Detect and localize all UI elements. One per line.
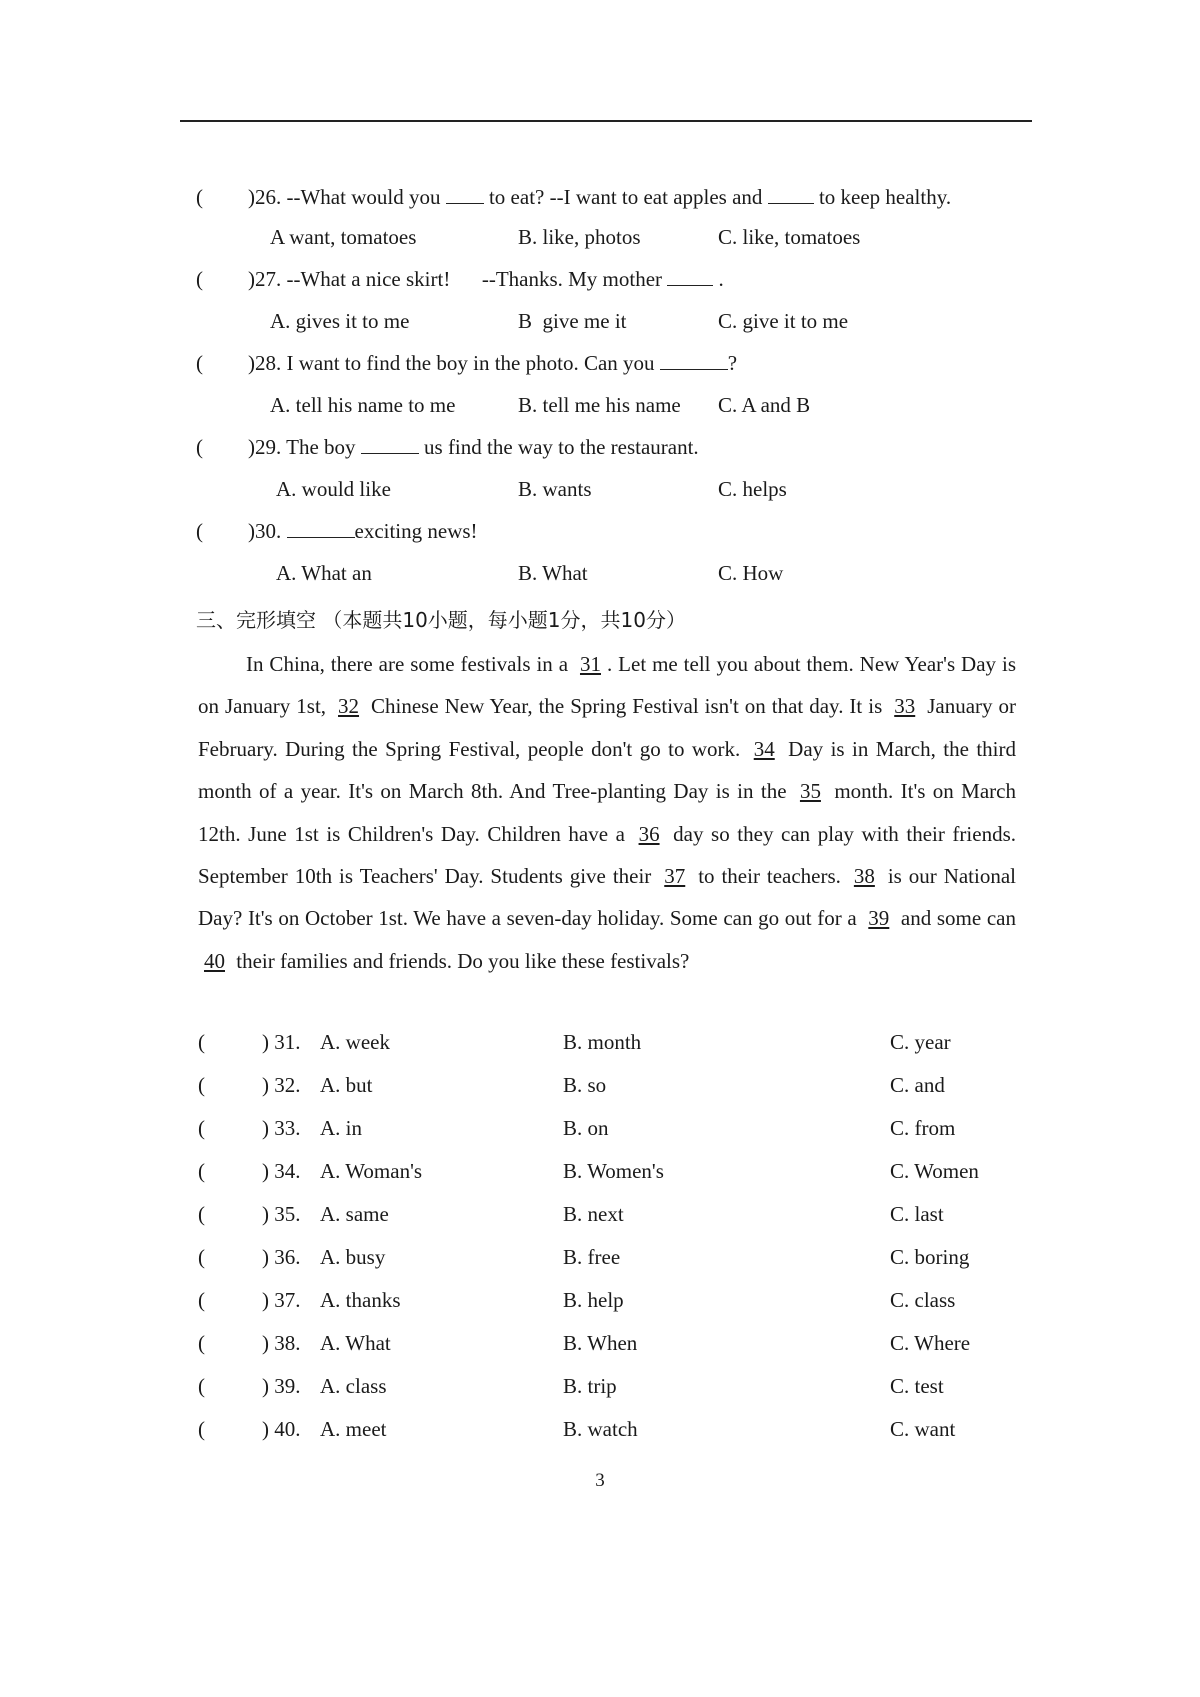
option-c: C. boring [890, 1245, 970, 1269]
option-b: B. month [563, 1030, 642, 1054]
question-text: )30. exciting news! [248, 519, 478, 543]
blank-38: 38 [853, 864, 875, 889]
question-number: ) 39. [262, 1374, 301, 1398]
blank-33: 33 [894, 694, 916, 719]
answer-paren: ( [196, 351, 203, 375]
question-27 [0, 267, 1200, 307]
option-c: C. like, tomatoes [718, 225, 861, 249]
option-a: A. in [320, 1116, 362, 1140]
answer-blank [660, 351, 728, 370]
answer-paren: ( [196, 435, 203, 459]
answer-blank [361, 435, 419, 454]
answer-paren: ( [198, 1417, 205, 1441]
option-c: C. Where [890, 1331, 971, 1355]
question-number: ) 38. [262, 1331, 301, 1355]
blank-39: 39 [868, 906, 890, 931]
option-b: B. like, photos [518, 225, 641, 249]
answer-blank [667, 267, 713, 286]
question-26 [0, 185, 1200, 225]
options-28 [0, 393, 1200, 433]
answer-paren: ( [198, 1202, 205, 1226]
blank-31: 31 [579, 652, 601, 676]
option-c: C. A and B [718, 393, 811, 417]
blank-35: 35 [799, 779, 821, 804]
option-a: A. week [320, 1030, 390, 1054]
header-rule [180, 120, 1032, 122]
cloze-row-33 [0, 1116, 1200, 1156]
answer-blank [446, 185, 484, 204]
option-b: B. free [563, 1245, 621, 1269]
answer-paren: ( [196, 267, 203, 291]
blank-40: 40 [204, 948, 225, 973]
option-a: A. tell his name to me [270, 393, 456, 417]
question-number: ) 34. [262, 1159, 301, 1183]
answer-paren: ( [196, 185, 203, 209]
answer-paren: ( [198, 1116, 205, 1140]
options-29 [0, 477, 1200, 517]
cloze-row-40 [0, 1417, 1200, 1457]
blank-37: 37 [664, 864, 686, 889]
option-b: B. trip [563, 1374, 617, 1398]
option-c: C. from [890, 1116, 956, 1140]
answer-paren: ( [198, 1245, 205, 1269]
option-b: B. so [563, 1073, 607, 1097]
answer-paren: ( [198, 1288, 205, 1312]
answer-blank [287, 519, 355, 538]
answer-blank [768, 185, 814, 204]
option-b: B. Women's [563, 1159, 664, 1183]
option-a: A. What an [276, 561, 372, 585]
option-a: A. meet [320, 1417, 387, 1441]
option-a: A want, tomatoes [270, 225, 417, 249]
answer-paren: ( [198, 1331, 205, 1355]
question-number: ) 31. [262, 1030, 301, 1054]
option-c: C. and [890, 1073, 945, 1097]
cloze-row-34 [0, 1159, 1200, 1199]
option-c: C. year [890, 1030, 951, 1054]
section-title: 三、完形填空 （本题共10小题，每小题1分，共10分） [196, 608, 686, 632]
cloze-row-39 [0, 1374, 1200, 1414]
option-c: C. How [718, 561, 784, 585]
option-b: B. next [563, 1202, 624, 1226]
option-b: B. wants [518, 477, 592, 501]
option-b: B. tell me his name [518, 393, 681, 417]
option-a: A. thanks [320, 1288, 401, 1312]
option-a: A. What [320, 1331, 391, 1355]
answer-paren: ( [196, 519, 203, 543]
option-b: B. on [563, 1116, 609, 1140]
cloze-row-31 [0, 1030, 1200, 1070]
cloze-row-37 [0, 1288, 1200, 1328]
question-number: ) 40. [262, 1417, 301, 1441]
question-30 [0, 519, 1200, 559]
answer-paren: ( [198, 1030, 205, 1054]
blank-34: 34 [753, 736, 775, 761]
option-a: A. same [320, 1202, 389, 1226]
question-text: )29. The boy us find the way to the restaurant. [248, 435, 699, 459]
question-number: ) 33. [262, 1116, 301, 1140]
question-text: )26. --What would you to eat? --I want to eat apples and to keep healthy. [248, 185, 952, 209]
option-a: A. class [320, 1374, 387, 1398]
cloze-row-32 [0, 1073, 1200, 1113]
question-text: )28. I want to find the boy in the photo. Can you ? [248, 351, 738, 375]
option-c: C. helps [718, 477, 787, 501]
question-number: ) 35. [262, 1202, 301, 1226]
option-a: A. busy [320, 1245, 386, 1269]
option-a: A. but [320, 1073, 373, 1097]
cloze-passage: In China, there are some festivals in a 31 . Let me tell you about them. New Year's Day is on January 1st, 32 Chinese New Year, the Spring Festival isn't on that day. It is 33 January or February. During the Spring Festival, people don't go to work. 34 Day is in March, the third month of a year. It's on March 8th. And Tree-planting Day is in the 35 month. It's on March 12th. June 1st is Children's Day. Children have a 36 day so they can play with their friends. September 10th is Teachers' Day. Students give their 37 to their teachers. 38 is our National Day? It's on October 1st. We have a seven-day holiday. Some can go out for a 39 and some can 40 their families and friends. Do you like these festivals? [198, 643, 1016, 982]
option-b: B. watch [563, 1417, 638, 1441]
option-a: A. gives it to me [270, 309, 410, 333]
option-c: C. class [890, 1288, 956, 1312]
blank-36: 36 [638, 821, 660, 846]
option-c: C. test [890, 1374, 944, 1398]
answer-paren: ( [198, 1159, 205, 1183]
option-b: B. What [518, 561, 588, 585]
blank-32: 32 [338, 694, 360, 719]
option-b: B. help [563, 1288, 624, 1312]
question-28 [0, 351, 1200, 391]
option-c: C. give it to me [718, 309, 849, 333]
cloze-row-38 [0, 1331, 1200, 1371]
option-a: A. would like [276, 477, 391, 501]
question-number: ) 36. [262, 1245, 301, 1269]
option-c: C. want [890, 1417, 956, 1441]
page-number: 3 [595, 1470, 605, 1491]
options-27 [0, 309, 1200, 349]
options-26 [0, 225, 1200, 265]
option-b: B give me it [518, 309, 627, 333]
question-number: ) 32. [262, 1073, 301, 1097]
question-number: ) 37. [262, 1288, 301, 1312]
answer-paren: ( [198, 1073, 205, 1097]
question-text: )27. --What a nice skirt! --Thanks. My mother . [248, 267, 724, 291]
answer-paren: ( [198, 1374, 205, 1398]
question-29 [0, 435, 1200, 475]
option-c: C. Women [890, 1159, 979, 1183]
option-a: A. Woman's [320, 1159, 423, 1183]
options-30 [0, 561, 1200, 601]
cloze-row-35 [0, 1202, 1200, 1242]
option-b: B. When [563, 1331, 638, 1355]
option-c: C. last [890, 1202, 944, 1226]
cloze-row-36 [0, 1245, 1200, 1285]
